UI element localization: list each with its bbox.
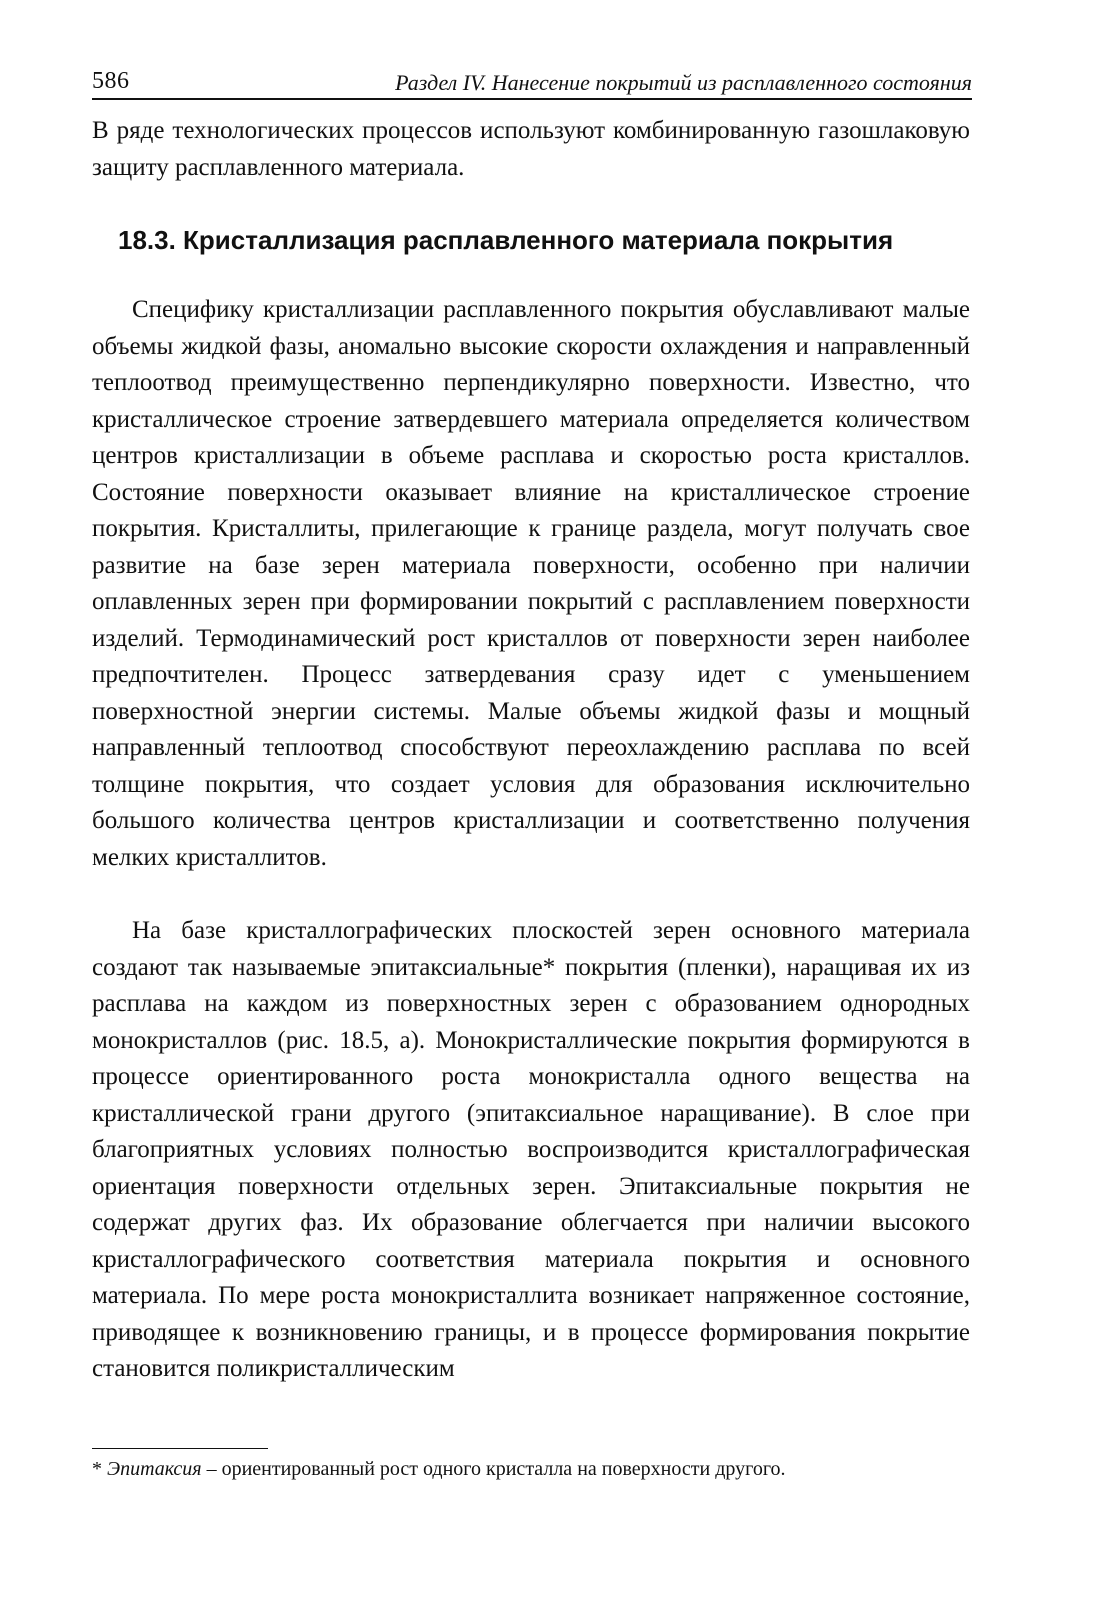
header-rule [92, 98, 972, 100]
page-number: 586 [92, 68, 130, 94]
footnote-rule [92, 1448, 268, 1449]
intro-paragraph: В ряде технологических процессов используют комбинированную газошлаковую защиту расплавленного материала. [92, 117, 970, 181]
footnote-definition: – ориентированный рост одного кристалла на поверхности другого. [201, 1458, 786, 1480]
footnote [92, 1456, 972, 1482]
body-paragraph: На базе кристаллографических плоскостей зерен основного материала создают так называемые эпитаксиальные* покрытия (пленки), наращивая их из расплава на каждом из поверхностных зерен с образованием однородных монокристаллов (рис. 18.5, а). Монокристаллические покрытия формируются в процессе ориентированного роста монокристалла одного вещества на кристаллической грани другого (эпитаксиальное наращивание). В слое при благоприятных условиях полностью воспроизводится кристаллографическая ориентация поверхности отдельных зерен. Эпитаксиальные покрытия не содержат других фаз. Их образование облегчается при наличии высокого кристаллографического соответствия материала покрытия и основного материала. По мере роста монокристаллита возникает напряженное состояние, приводящее к возникновению границы, и в процессе формирования покрытие становится поликристаллическим [92, 917, 970, 1382]
body-paragraph: Специфику кристаллизации расплавленного покрытия обуславливают малые объемы жидкой фазы, аномально высокие скорости охлаждения и направленный теплоотвод преимущественно перпендикулярно поверхности. Известно, что кристаллическое строение затвердевшего материала определяется количеством центров кристаллизации в объеме расплава и скоростью роста кристаллов. Состояние поверхности оказывает влияние на кристаллическое строение покрытия. Кристаллиты, прилегающие к границе раздела, могут получать свое развитие на базе зерен материала поверхности, особенно при наличии оплавленных зерен при формировании покрытий с расплавлением поверхности изделий. Термодинамический рост кристаллов от поверхности зерен наиболее предпочтителен. Процесс затвердевания сразу идет с уменьшением поверхностной энергии системы. Малые объемы жидкой фазы и мощный направленный теплоотвод способствуют переохлаждению расплава по всей толщине покрытия, что создает условия для образования исключительно большого количества центров кристаллизации и соответственно получения мелких кристаллитов. [92, 296, 970, 871]
section-heading: 18.3. Кристаллизация расплавленного материала покрытия [118, 225, 894, 255]
footnote-term: Эпитаксия [107, 1458, 202, 1480]
running-header [92, 66, 972, 100]
footnote-marker: * [92, 1458, 107, 1480]
running-title: Раздел IV. Нанесение покрытий из расплавленного состояния [395, 70, 972, 95]
